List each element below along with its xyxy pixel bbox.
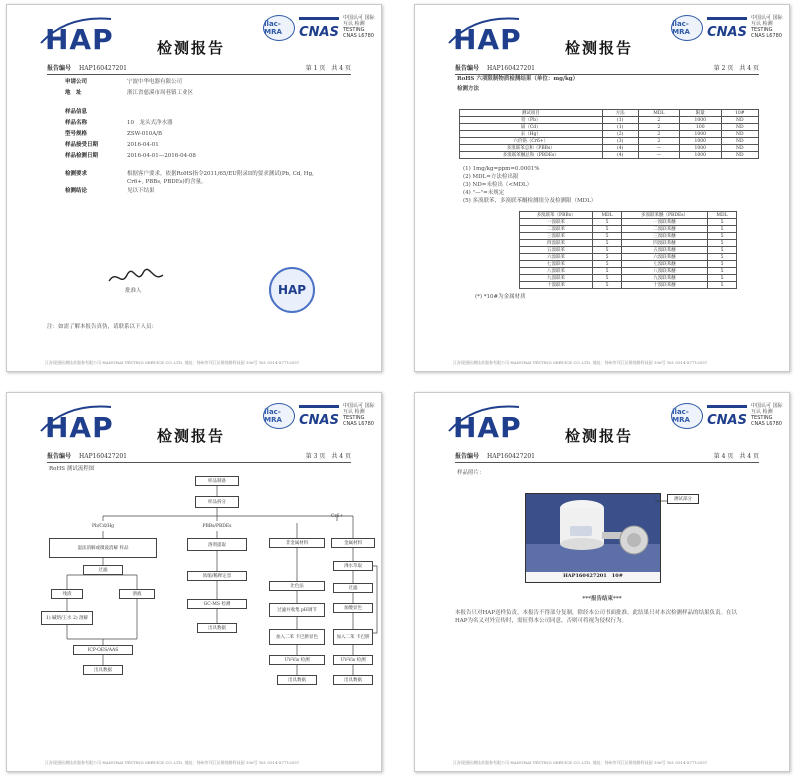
page-number: 第 2 页 共 4 页	[713, 65, 759, 72]
table-cell: 二溴联苯	[520, 226, 593, 233]
table-cell: 七溴联苯	[520, 261, 593, 268]
photo-caption: HAP160427201 10#	[563, 573, 623, 579]
table-cell: 二溴联苯醚	[622, 226, 708, 233]
table-row	[520, 240, 737, 247]
column-header: 多溴联苯醚（PBDEs）	[622, 212, 708, 219]
page-footer: 江苏现通检测技术服务有限公司 HANGHAI TESTING SERVICE CO.,LTD. 地址：扬州市邗江区维扬路科技园 106号 Tel: 0514-87712057	[453, 760, 708, 765]
disclaimer-text: 本报告只对HAP送样负责。本报告不得部分复制，除经本公司书面批准。此结果只对本次检测样品的结果负责。在以HAP为名义对外宣传时，需征得本公司同意，否则可将视为侵权行为。	[455, 610, 737, 624]
table-cell: 5	[708, 219, 737, 226]
flow-box: 1) 碱熔/王水 2) 溶解	[41, 611, 93, 625]
table-cell: 2	[638, 124, 679, 131]
flow-box: 样品制备	[195, 476, 239, 486]
ilac-mra-icon: ilac-MRA	[263, 403, 295, 429]
report-no: HAP160427201	[79, 453, 127, 460]
flow-box: 浓缩/稀释定容	[187, 571, 247, 581]
table-cell: 一溴联苯醚	[622, 219, 708, 226]
table-row	[460, 124, 759, 131]
table-cell: (4)	[602, 152, 638, 159]
table-cell: 1000	[679, 138, 721, 145]
report-no-label: 报告编号	[47, 65, 72, 72]
flow-box: 非金属材料	[269, 538, 325, 548]
report-no: HAP160427201	[79, 65, 127, 72]
table-cell: 六价铬（Cr6+）	[460, 138, 603, 145]
cnas-icon: CNAS	[707, 405, 747, 428]
field-row	[65, 186, 355, 197]
badge-text: 中国认可 国际互认 检测 TESTING CNAS L6780	[343, 15, 375, 39]
table-row	[520, 282, 737, 289]
table-cell: 5	[593, 275, 622, 282]
field-row	[65, 77, 355, 88]
column-header: MDL	[638, 110, 679, 117]
flow-box: 沸水萃取	[333, 561, 373, 571]
table-cell: 1000	[679, 117, 721, 124]
table-row	[460, 138, 759, 145]
flow-box: 出具数据	[197, 623, 237, 633]
table-cell: —	[638, 152, 679, 159]
table-row	[460, 152, 759, 159]
column-header: MDL	[708, 212, 737, 219]
table-cell: 5	[593, 254, 622, 261]
flow-box: 过滤	[83, 565, 123, 575]
table-cell: ND	[721, 131, 758, 138]
table-cell: 5	[708, 240, 737, 247]
flow-box: UV-Vis 检测	[269, 655, 325, 665]
field-value: 根据客户要求，依据RoHS指令2011/65/EU附录II的要求测试(Pb, Cd, Hg, Cr6+, PBBs, PBDEs)的含量。	[127, 171, 314, 185]
flow-box: 溶剂提取	[187, 538, 247, 551]
report-page-3	[6, 392, 382, 772]
table-cell: 5	[708, 282, 737, 289]
field-key: 申请公司	[65, 79, 88, 85]
report-no-label: 报告编号	[455, 453, 480, 460]
test-part-callout: 测试部分	[667, 494, 699, 504]
sample-photo	[525, 493, 661, 583]
flow-box: 比色法	[269, 581, 325, 591]
table-cell: 汞（Hg）	[460, 131, 603, 138]
badge-text: 中国认可 国际互认 检测 TESTING CNAS L6780	[751, 15, 783, 39]
page-number: 第 1 页 共 4 页	[305, 65, 351, 72]
verification-note: 注：如需了解本报告真伪，请联系以下人员：	[47, 324, 158, 330]
field-key: 检测要求	[65, 171, 88, 177]
column-header: MDL	[593, 212, 622, 219]
note-item: (5) 多溴联苯、多溴联苯醚检测组分及检测限（MDL）	[463, 198, 597, 204]
photo-label: 样品照片：	[457, 470, 485, 476]
table-cell: 多溴联苯总和（PBBs）	[460, 145, 603, 152]
approver-label: 批准人	[125, 288, 142, 294]
field-value: 浙江省慈溪市周巷镇工业区	[127, 90, 194, 96]
flow-box: 加入二苯 卡巴肼显色	[269, 629, 325, 645]
table-row	[520, 233, 737, 240]
accreditation-badges	[671, 403, 783, 429]
report-meta	[455, 451, 759, 463]
column-header: 方法	[602, 110, 638, 117]
table-cell: 2	[638, 138, 679, 145]
cnas-icon: CNAS	[299, 405, 339, 428]
table-row	[520, 261, 737, 268]
accreditation-badges	[263, 15, 375, 41]
table-row	[520, 268, 737, 275]
method-label: 检测方法	[457, 86, 480, 92]
column-header: 测试项目	[460, 110, 603, 117]
section-title: RoHS 六项限制物质检测结果（单位：mg/kg）	[457, 76, 579, 82]
flow-box: 出具数据	[83, 665, 123, 675]
column-header: 10#	[721, 110, 758, 117]
logo-text: HAP	[45, 23, 114, 56]
flow-box: ICP-OES/AAS	[73, 645, 133, 655]
field-value: ZSW-010A/B	[127, 131, 163, 137]
flow-box: 过滤	[333, 583, 373, 593]
table-cell: 100	[679, 124, 721, 131]
report-page-1	[6, 4, 382, 372]
table-cell: 四溴联苯醚	[622, 240, 708, 247]
section-title: RoHS 测试流程图	[49, 466, 95, 472]
table-cell: 镉（Cd）	[460, 124, 603, 131]
logo-text: HAP	[453, 23, 522, 56]
table-cell: 五溴联苯醚	[622, 247, 708, 254]
flow-box: 湿法消解或微波消解 样品	[49, 538, 157, 558]
report-page-2	[414, 4, 790, 372]
flow-box: 出具数据	[333, 675, 373, 685]
field-value: 见以下结果	[127, 188, 155, 194]
table-header-row	[460, 110, 759, 117]
page-footer: 江苏现通检测技术服务有限公司 HANGHAI TESTING SERVICE CO.,LTD. 地址：扬州市邗江区维扬路科技园 106号 Tel: 0514-87712057	[45, 360, 300, 365]
flow-box: 加酸显色	[333, 603, 373, 613]
table-cell: 多溴联苯醚总和（PBDEs）	[460, 152, 603, 159]
field-row	[65, 140, 355, 151]
mdl-table	[519, 211, 737, 289]
table-cell: 2	[638, 131, 679, 138]
table-cell: 十溴联苯醚	[622, 282, 708, 289]
accreditation-badges	[671, 15, 783, 41]
table-cell: 5	[593, 261, 622, 268]
table-cell: 5	[708, 233, 737, 240]
field-row	[65, 151, 355, 162]
flow-label: PBBs/PBDEs	[202, 523, 232, 529]
note-item: (3) ND=未检出（<MDL）	[463, 182, 533, 188]
report-end-mark: ***报告结束***	[582, 596, 622, 602]
table-cell: (1)	[602, 124, 638, 131]
table-cell: ND	[721, 124, 758, 131]
report-meta	[47, 63, 351, 75]
logo-text: HAP	[453, 411, 522, 444]
hap-logo	[445, 401, 523, 444]
field-key: 样品检测日期	[65, 153, 99, 159]
field-key: 地 址	[65, 90, 82, 96]
table-cell: ND	[721, 117, 758, 124]
field-row	[65, 88, 355, 99]
table-cell: 六溴联苯醚	[622, 254, 708, 261]
hap-logo	[37, 13, 115, 56]
table-cell: 5	[593, 247, 622, 254]
table-cell: 一溴联苯	[520, 219, 593, 226]
page-number: 第 3 页 共 4 页	[305, 453, 351, 460]
field-row	[65, 118, 355, 129]
table-row	[460, 117, 759, 124]
flow-box: 残渣	[51, 589, 83, 599]
table-row	[520, 247, 737, 254]
flow-box: GC-MS 检测	[187, 599, 247, 609]
flow-box: 溶液	[119, 589, 155, 599]
table-cell: (1)	[602, 117, 638, 124]
report-meta	[455, 63, 759, 75]
table-cell: 5	[708, 261, 737, 268]
table-cell: —	[638, 145, 679, 152]
hap-logo	[445, 13, 523, 56]
table-cell: 八溴联苯	[520, 268, 593, 275]
table-cell: 1000	[679, 152, 721, 159]
report-page-4	[414, 392, 790, 772]
signature-icon	[107, 267, 167, 289]
field-list	[65, 77, 355, 197]
table-cell: 三溴联苯醚	[622, 233, 708, 240]
table-cell: 5	[593, 219, 622, 226]
badge-text: 中国认可 国际互认 检测 TESTING CNAS L6780	[751, 403, 783, 427]
field-value: 2016-04-01	[127, 142, 159, 148]
table-row	[520, 226, 737, 233]
ilac-mra-icon: ilac-MRA	[263, 15, 295, 41]
badge-text: 中国认可 国际互认 检测 TESTING CNAS L6780	[343, 403, 375, 427]
flow-box: 金属材料	[331, 538, 375, 548]
page-number: 第 4 页 共 4 页	[713, 453, 759, 460]
rohs-results-table	[459, 109, 759, 159]
note-item: (1) 1mg/kg=ppm=0.0001%	[463, 166, 540, 172]
ilac-mra-icon: ilac-MRA	[671, 403, 703, 429]
table-cell: 1000	[679, 131, 721, 138]
field-row	[65, 107, 355, 118]
table-cell: 5	[708, 275, 737, 282]
table-cell: 九溴联苯	[520, 275, 593, 282]
table-cell: 5	[593, 268, 622, 275]
column-header: 限量	[679, 110, 721, 117]
flow-box: 出具数据	[277, 675, 317, 685]
table-cell: 铅（Pb）	[460, 117, 603, 124]
hap-stamp	[269, 267, 315, 313]
table-cell: 五溴联苯	[520, 247, 593, 254]
field-key: 检测结论	[65, 188, 88, 194]
notes-list	[463, 165, 596, 205]
table-cell: 八溴联苯醚	[622, 268, 708, 275]
table-cell: 5	[708, 254, 737, 261]
table-row	[520, 275, 737, 282]
table-cell: 5	[708, 247, 737, 254]
page-footer: 江苏现通检测技术服务有限公司 HANGHAI TESTING SERVICE CO.,LTD. 地址：扬州市邗江区维扬路科技园 106号 Tel: 0514-87712057	[453, 360, 708, 365]
material-note: (*) *10#为金属材质	[475, 294, 526, 300]
cnas-icon: CNAS	[707, 17, 747, 40]
table-row	[520, 219, 737, 226]
table-row	[460, 131, 759, 138]
flow-label: Cr6+	[330, 513, 344, 519]
report-no: HAP160427201	[487, 65, 535, 72]
note-item: (4) "—"=未规定	[463, 190, 505, 196]
field-value: 宁波中华电器有限公司	[127, 79, 183, 85]
table-cell: 九溴联苯醚	[622, 275, 708, 282]
table-cell: 1000	[679, 145, 721, 152]
table-row	[460, 145, 759, 152]
stamp-text: HAP	[277, 283, 307, 297]
table-cell: 5	[708, 268, 737, 275]
table-cell: (4)	[602, 145, 638, 152]
page-title: 检测报告	[565, 39, 634, 57]
page-footer: 江苏现通检测技术服务有限公司 HANGHAI TESTING SERVICE CO.,LTD. 地址：扬州市邗江区维扬路科技园 106号 Tel: 0514-87712057	[45, 760, 300, 765]
table-cell: 四溴联苯	[520, 240, 593, 247]
flow-label: Pb/Cd/Hg	[91, 523, 115, 529]
table-cell: 5	[593, 226, 622, 233]
ilac-mra-icon: ilac-MRA	[671, 15, 703, 41]
field-value: 2016-04-01—2016-04-08	[127, 153, 196, 159]
table-cell: 六溴联苯	[520, 254, 593, 261]
field-key: 样品名称	[65, 120, 88, 126]
table-row	[520, 254, 737, 261]
table-cell: 5	[593, 282, 622, 289]
field-value: 10 龙头式净水器	[127, 120, 173, 126]
water-filter-icon	[526, 494, 660, 572]
table-cell: 2	[638, 117, 679, 124]
logo-text: HAP	[45, 411, 114, 444]
table-cell: ND	[721, 138, 758, 145]
page-title: 检测报告	[157, 39, 226, 57]
table-cell: 5	[593, 240, 622, 247]
field-key: 样品接受日期	[65, 142, 99, 148]
flow-connectors	[7, 393, 382, 772]
column-header: 多溴联苯（PBBs）	[520, 212, 593, 219]
table-cell: (3)	[602, 138, 638, 145]
table-cell: 5	[708, 226, 737, 233]
report-no-label: 报告编号	[47, 453, 72, 460]
table-cell: 十溴联苯	[520, 282, 593, 289]
field-key: 型号规格	[65, 131, 88, 137]
flow-box: 加入二苯 卡巴肼	[333, 629, 373, 645]
cnas-icon: CNAS	[299, 17, 339, 40]
field-key: 样品信息	[65, 109, 88, 115]
field-row	[65, 129, 355, 140]
note-item: (2) MDL=方法检出限	[463, 174, 519, 180]
table-cell: ND	[721, 145, 758, 152]
report-no-label: 报告编号	[455, 65, 480, 72]
table-cell: 三溴联苯	[520, 233, 593, 240]
report-no: HAP160427201	[487, 453, 535, 460]
table-cell: (2)	[602, 131, 638, 138]
table-cell: ND	[721, 152, 758, 159]
flow-box: 过滤并收集 pH调节	[269, 603, 325, 617]
table-cell: 七溴联苯醚	[622, 261, 708, 268]
table-header-row	[520, 212, 737, 219]
flow-box: UV-Vis 检测	[333, 655, 373, 665]
flow-box: 样品拆分	[195, 496, 239, 508]
page-title: 检测报告	[157, 427, 226, 445]
table-cell: 5	[593, 233, 622, 240]
page-title: 检测报告	[565, 427, 634, 445]
field-row	[65, 170, 355, 186]
